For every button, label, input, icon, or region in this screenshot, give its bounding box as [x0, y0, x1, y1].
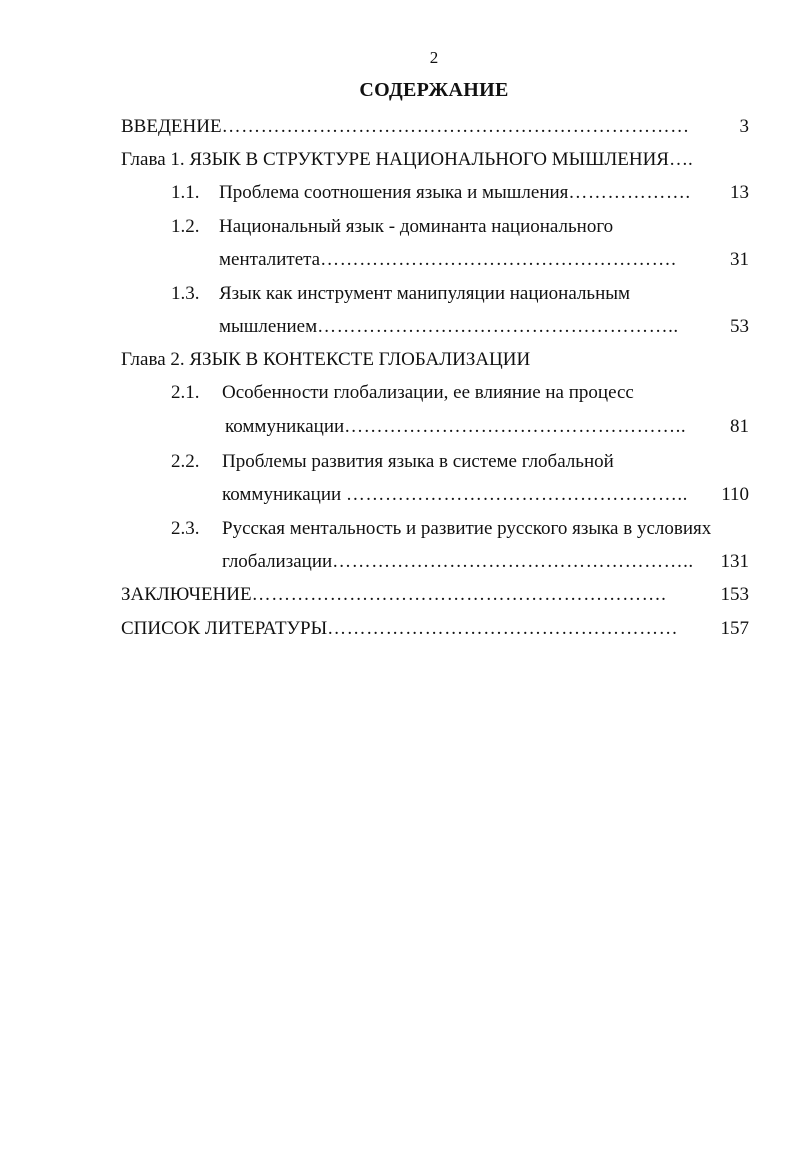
- toc-entry-1-2-cont[interactable]: [219, 248, 676, 272]
- toc-entry-label: мышлением: [219, 316, 318, 337]
- toc-section-number: 2.1.: [171, 382, 200, 403]
- toc-section-number: 1.2.: [171, 216, 200, 237]
- toc-entry-2-3[interactable]: Русская ментальность и развитие русского языка в условиях: [222, 518, 712, 539]
- toc-page-2-2: 110: [721, 484, 749, 505]
- toc-entry-label: Проблема соотношения языка и мышления: [219, 182, 569, 203]
- toc-page-2-1: 81: [730, 416, 749, 437]
- toc-entry-1-3-cont[interactable]: [219, 315, 679, 339]
- toc-leader-dots: ……………………………………………….: [320, 249, 677, 270]
- toc-leader-dots: ……………….: [568, 182, 691, 203]
- toc-leader-dots: ……………………………………………..: [345, 484, 688, 505]
- toc-page-1-1: 13: [730, 182, 749, 203]
- toc-entry-2-1-cont[interactable]: [225, 415, 686, 439]
- toc-leader-dots: ………………………………………………..: [332, 551, 694, 572]
- toc-page-2-3: 131: [720, 551, 749, 572]
- toc-page-references: 157: [720, 618, 749, 639]
- toc-chapter-1[interactable]: Глава 1. ЯЗЫК В СТРУКТУРЕ НАЦИОНАЛЬНОГО МЫШЛЕНИЯ….: [121, 149, 693, 170]
- toc-entry-label: коммуникации: [225, 416, 345, 437]
- toc-entry-2-2-cont[interactable]: [222, 483, 688, 507]
- toc-entry-conclusion[interactable]: [121, 583, 666, 607]
- page-number: 2: [429, 48, 439, 67]
- toc-leader-dots: ………………………………………………: [327, 618, 679, 639]
- toc-entry-2-2[interactable]: Проблемы развития языка в системе глобальной: [222, 451, 614, 472]
- toc-entry-label: ВВЕДЕНИЕ: [121, 116, 222, 137]
- toc-entry-2-1[interactable]: Особенности глобализации, ее влияние на процесс: [222, 382, 634, 403]
- toc-entry-label: менталитета: [219, 249, 321, 270]
- toc-page-intro: 3: [739, 116, 749, 137]
- toc-entry-label: глобализации: [222, 551, 333, 572]
- toc-section-number: 2.2.: [171, 451, 200, 472]
- toc-page-1-2: 31: [730, 249, 749, 270]
- toc-entry-intro[interactable]: [121, 115, 690, 139]
- toc-entry-label: СПИСОК ЛИТЕРАТУРЫ: [121, 618, 328, 639]
- toc-entry-1-3[interactable]: Язык как инструмент манипуляции национальным: [219, 283, 631, 304]
- toc-leader-dots: ……………………………………………..: [344, 416, 687, 437]
- toc-section-number: 1.3.: [171, 283, 200, 304]
- toc-entry-label: ЗАКЛЮЧЕНИЕ: [121, 584, 252, 605]
- toc-entry-label: коммуникации: [222, 484, 346, 505]
- toc-page-conclusion: 153: [720, 584, 749, 605]
- toc-section-number: 2.3.: [171, 518, 200, 539]
- toc-entry-1-1[interactable]: [219, 181, 691, 205]
- toc-section-number: 1.1.: [171, 182, 200, 203]
- toc-leader-dots: ………………………………………………..: [317, 316, 679, 337]
- toc-page-1-3: 53: [730, 316, 749, 337]
- toc-entry-1-2[interactable]: Национальный язык - доминанта национального: [219, 216, 614, 237]
- page-title: СОДЕРЖАНИЕ: [359, 79, 509, 101]
- toc-entry-2-3-cont[interactable]: [222, 550, 694, 574]
- toc-leader-dots: ………………………………………………………………: [221, 116, 690, 137]
- toc-entry-references[interactable]: [121, 617, 678, 641]
- toc-leader-dots: ……………………………………………………….: [251, 584, 667, 605]
- toc-chapter-2[interactable]: Глава 2. ЯЗЫК В КОНТЕКСТЕ ГЛОБАЛИЗАЦИИ: [121, 349, 531, 370]
